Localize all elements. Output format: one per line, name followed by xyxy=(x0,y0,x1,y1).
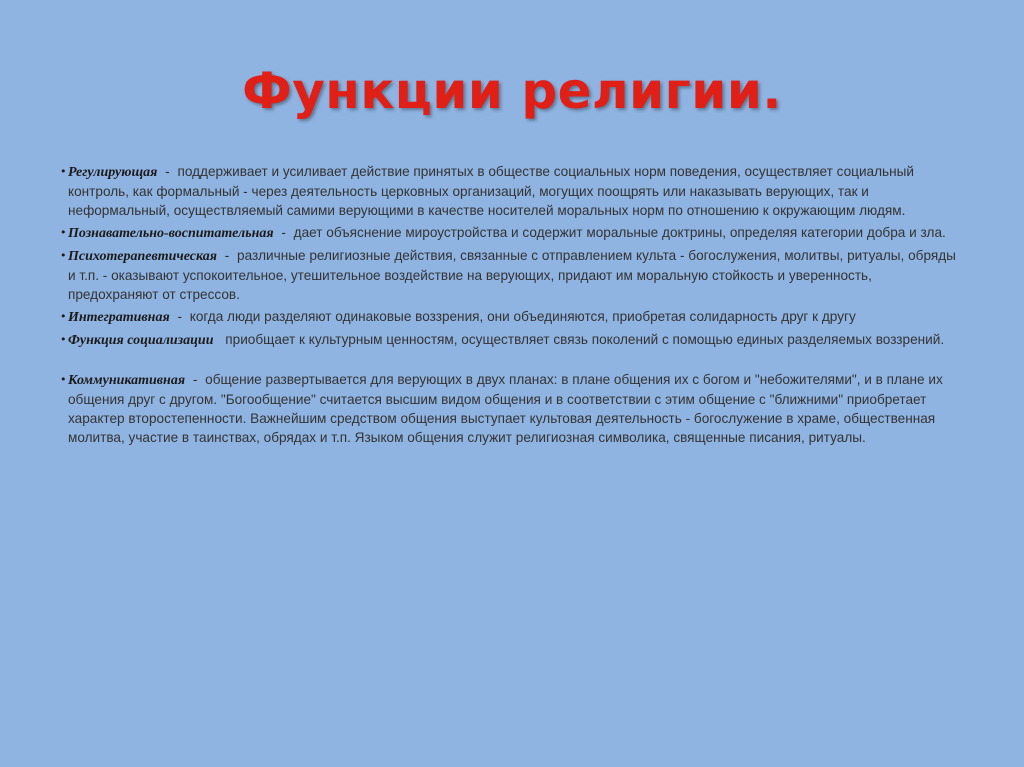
list-item xyxy=(60,370,965,447)
list-item xyxy=(60,223,965,243)
bullet-dot-icon: • xyxy=(60,310,67,323)
list-item xyxy=(60,330,965,350)
item-term: Познавательно-воспитательная xyxy=(68,226,274,241)
item-description: когда люди разделяют одинаковые воззрения, они объединяются, приобретая солидарность друг к другу xyxy=(189,309,856,324)
item-separator: - xyxy=(189,372,202,387)
bullet-dot-icon: • xyxy=(60,165,67,178)
list-item xyxy=(60,162,965,220)
list-item xyxy=(60,246,965,304)
bullet-dot-icon: • xyxy=(60,333,67,346)
functions-list xyxy=(60,162,965,450)
list-item xyxy=(60,307,965,327)
item-term: Интегративная xyxy=(68,310,170,325)
bullet-dot-icon: • xyxy=(60,226,67,239)
item-term: Функция социализации xyxy=(68,333,214,348)
bullet-dot-icon: • xyxy=(60,373,67,386)
item-term: Психотерапевтическая xyxy=(68,249,217,264)
item-term: Регулирующая xyxy=(68,165,158,180)
item-separator: - xyxy=(277,225,290,240)
item-description: различные религиозные действия, связанные с отправлением культа - богослужения, молитвы, ритуалы, обряды и т.п. - оказывают успокоительное, утешительное воздействие на верующих, придают им моральную стойкость и уверенность, предохраняют от стрессов. xyxy=(68,248,956,302)
item-description: дает объяснение мироустройства и содержит моральные доктрины, определяя категории добра и зла. xyxy=(293,225,946,240)
slide-title: Функции религии. xyxy=(242,62,782,120)
item-description: общение развертывается для верующих в двух планах: в плане общения их с богом и "небожителями", и в плане их общения друг с другом. "Богообщение" считается высшим видом общения и в соответствии с этим общение с "ближними" приобретает характер второстепенности. Важнейшим средством общения выступает культовая деятельность - богослужение в храме, общественная молитва, участие в таинствах, обрядах и т.п. Языком общения служит религиозная символика, священные писания, ритуалы. xyxy=(68,372,943,445)
item-separator: - xyxy=(161,164,174,179)
item-separator xyxy=(214,332,226,347)
item-description: поддерживает и усиливает действие принятых в обществе социальных норм поведения, осуществляет социальный контроль, как формальный - через деятельность церковных организаций, могущих поощрять или наказывать верующих, так и неформальный, осуществляемый самими верующими в качестве носителей моральных норм по отношению к окружающим людям. xyxy=(68,164,914,218)
item-separator: - xyxy=(173,309,186,324)
item-term: Коммуникативная xyxy=(68,373,186,388)
item-description: приобщает к культурным ценностям, осуществляет связь поколений с помощью единых разделяемых воззрений. xyxy=(225,332,945,347)
item-separator: - xyxy=(220,248,234,263)
bullet-dot-icon: • xyxy=(60,249,67,262)
